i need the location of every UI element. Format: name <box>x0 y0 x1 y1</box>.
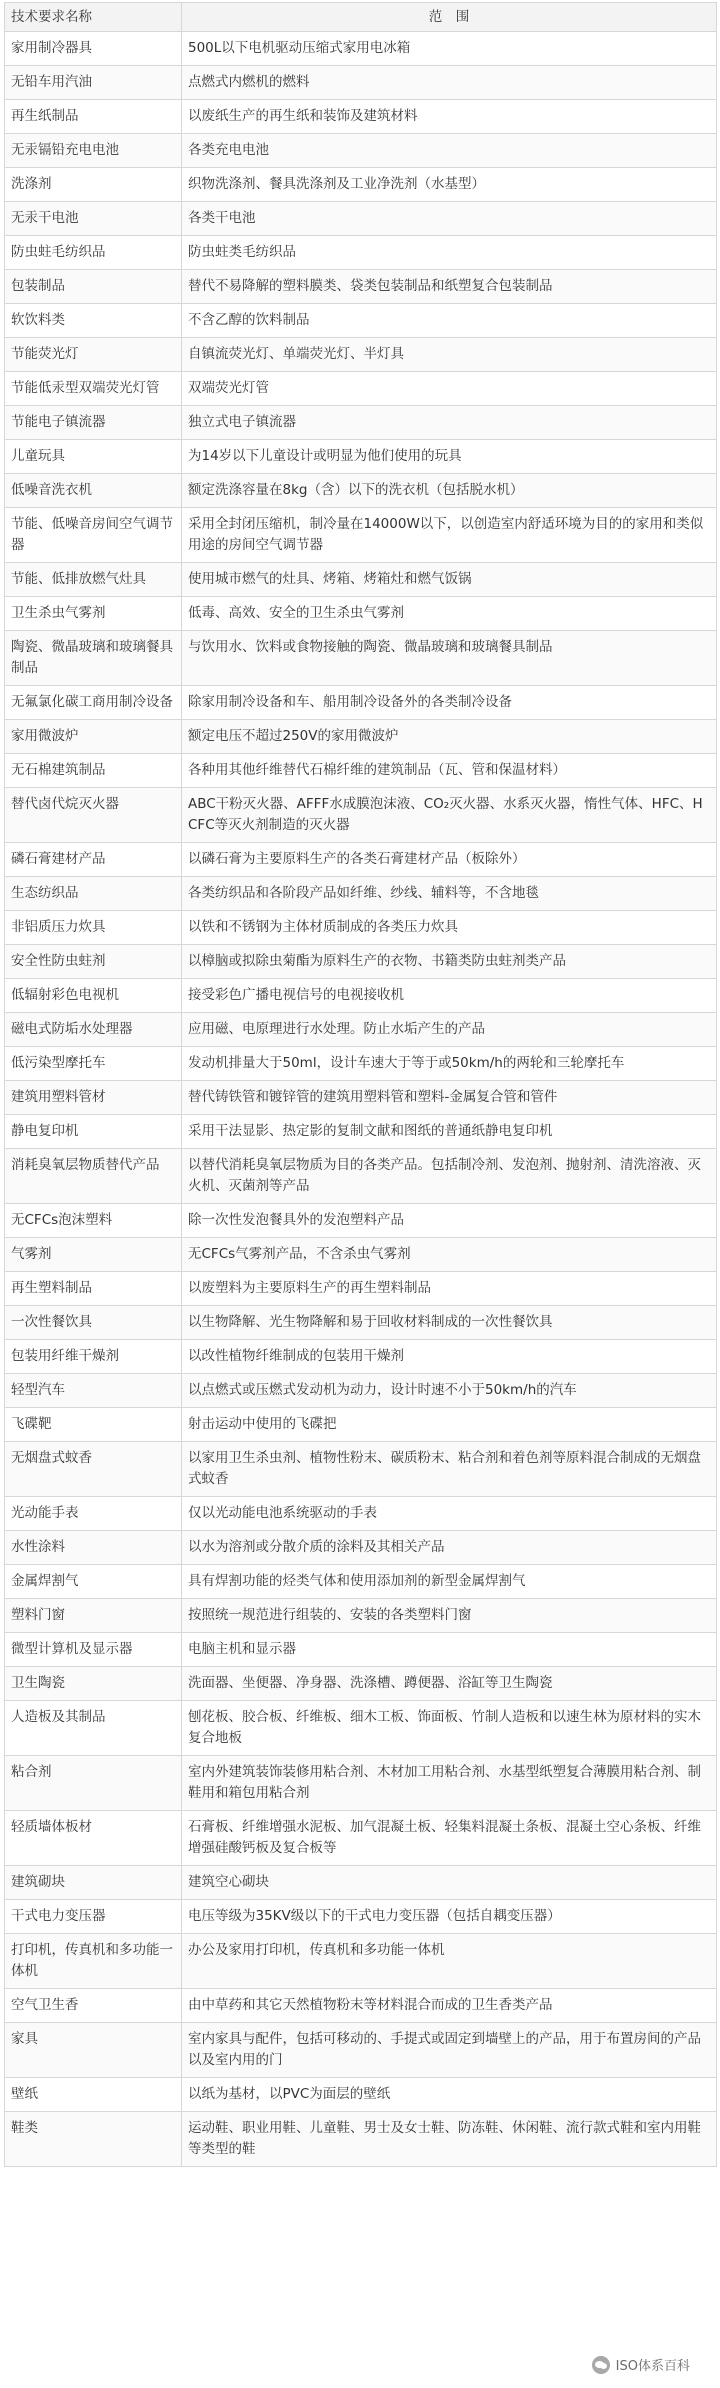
row-scope: 替代铸铁管和镀锌管的建筑用塑料管和塑料-金属复合管和管件 <box>182 1081 717 1115</box>
row-name: 磷石膏建材产品 <box>5 843 182 877</box>
row-scope: 建筑空心砌块 <box>182 1866 717 1900</box>
table-row <box>5 2112 717 2167</box>
row-name: 低污染型摩托车 <box>5 1047 182 1081</box>
table-row <box>5 1989 717 2023</box>
row-name: 节能、低排放燃气灶具 <box>5 563 182 597</box>
table-row <box>5 1340 717 1374</box>
row-scope: 使用城市燃气的灶具、烤箱、烤箱灶和燃气饭锅 <box>182 563 717 597</box>
row-name: 非铝质压力炊具 <box>5 911 182 945</box>
table-row <box>5 202 717 236</box>
row-name: 光动能手表 <box>5 1497 182 1531</box>
row-name: 再生纸制品 <box>5 100 182 134</box>
table-row <box>5 440 717 474</box>
table-row <box>5 1115 717 1149</box>
row-name: 低辐射彩色电视机 <box>5 979 182 1013</box>
row-name: 无铅车用汽油 <box>5 66 182 100</box>
table-row <box>5 406 717 440</box>
row-scope: 以废塑料为主要原料生产的再生塑料制品 <box>182 1272 717 1306</box>
table-row <box>5 1756 717 1811</box>
row-name: 磁电式防垢水处理器 <box>5 1013 182 1047</box>
row-scope: 双端荧光灯管 <box>182 372 717 406</box>
table-row <box>5 372 717 406</box>
row-name: 空气卫生香 <box>5 1989 182 2023</box>
row-name: 替代卤代烷灭火器 <box>5 788 182 843</box>
table-row <box>5 754 717 788</box>
row-scope: 各类干电池 <box>182 202 717 236</box>
row-name: 儿童玩具 <box>5 440 182 474</box>
row-name: 无烟盘式蚊香 <box>5 1442 182 1497</box>
row-name: 打印机，传真机和多功能一体机 <box>5 1934 182 1989</box>
table-row <box>5 979 717 1013</box>
row-scope: 额定洗涤容量在8kg（含）以下的洗衣机（包括脱水机） <box>182 474 717 508</box>
row-scope: 具有焊割功能的烃类气体和使用添加剂的新型金属焊割气 <box>182 1565 717 1599</box>
table-row <box>5 1047 717 1081</box>
row-scope: 室内家具与配件，包括可移动的、手提式或固定到墙壁上的产品，用于布置房间的产品以及室内用的门 <box>182 2023 717 2078</box>
table-row <box>5 100 717 134</box>
row-scope: 电压等级为35KV级以下的干式电力变压器（包括自耦变压器） <box>182 1900 717 1934</box>
row-scope: 点燃式内燃机的燃料 <box>182 66 717 100</box>
row-name: 气雾剂 <box>5 1238 182 1272</box>
wechat-icon <box>592 2356 610 2374</box>
row-name: 家具 <box>5 2023 182 2078</box>
row-scope: 低毒、高效、安全的卫生杀虫气雾剂 <box>182 597 717 631</box>
table-row <box>5 66 717 100</box>
row-scope: 采用干法显影、热定影的复制文献和图纸的普通纸静电复印机 <box>182 1115 717 1149</box>
table-row <box>5 1238 717 1272</box>
table-row <box>5 911 717 945</box>
table-row <box>5 1701 717 1756</box>
header-scope: 范 围 <box>182 3 717 32</box>
table-row <box>5 1900 717 1934</box>
row-name: 防虫蛀毛纺织品 <box>5 236 182 270</box>
row-scope: 各类充电电池 <box>182 134 717 168</box>
table-row <box>5 1667 717 1701</box>
table-row <box>5 1013 717 1047</box>
table-row <box>5 1811 717 1866</box>
table-row <box>5 1599 717 1633</box>
table-row <box>5 2023 717 2078</box>
row-name: 水性涂料 <box>5 1531 182 1565</box>
table-row <box>5 304 717 338</box>
row-scope: ABC干粉灭火器、AFFF水成膜泡沫液、CO₂灭火器、水系灭火器，惰性气体、HFC、HCFC等灭火剂制造的灭火器 <box>182 788 717 843</box>
row-name: 轻型汽车 <box>5 1374 182 1408</box>
watermark-text: ISO体系百科 <box>615 2359 690 2374</box>
row-scope: 防虫蛀类毛纺织品 <box>182 236 717 270</box>
row-name: 节能电子镇流器 <box>5 406 182 440</box>
row-scope: 各种用其他纤维替代石棉纤维的建筑制品（瓦、管和保温材料） <box>182 754 717 788</box>
row-name: 无CFCs泡沫塑料 <box>5 1204 182 1238</box>
row-name: 壁纸 <box>5 2078 182 2112</box>
row-scope: 接受彩色广播电视信号的电视接收机 <box>182 979 717 1013</box>
row-scope: 以废纸生产的再生纸和装饰及建筑材料 <box>182 100 717 134</box>
row-scope: 替代不易降解的塑料膜类、袋类包装制品和纸塑复合包装制品 <box>182 270 717 304</box>
table-row <box>5 945 717 979</box>
row-scope: 以纸为基材，以PVC为面层的壁纸 <box>182 2078 717 2112</box>
table-row <box>5 843 717 877</box>
table-row <box>5 1408 717 1442</box>
row-scope: 刨花板、胶合板、纤维板、细木工板、饰面板、竹制人造板和以速生林为原材料的实木复合地板 <box>182 1701 717 1756</box>
row-scope: 自镇流荧光灯、单端荧光灯、半灯具 <box>182 338 717 372</box>
row-name: 粘合剂 <box>5 1756 182 1811</box>
table-row <box>5 788 717 843</box>
row-name: 家用制冷器具 <box>5 32 182 66</box>
row-scope: 运动鞋、职业用鞋、儿童鞋、男士及女士鞋、防冻鞋、休闲鞋、流行款式鞋和室内用鞋等类型的鞋 <box>182 2112 717 2167</box>
row-scope: 办公及家用打印机，传真机和多功能一体机 <box>182 1934 717 1989</box>
row-name: 静电复印机 <box>5 1115 182 1149</box>
table-body <box>5 32 717 2167</box>
row-scope: 以点燃式或压燃式发动机为动力，设计时速不小于50km/h的汽车 <box>182 1374 717 1408</box>
row-scope: 石膏板、纤维增强水泥板、加气混凝土板、轻集料混凝土条板、混凝土空心条板、纤维增强硅酸钙板及复合板等 <box>182 1811 717 1866</box>
row-scope: 无CFCs气雾剂产品，不含杀虫气雾剂 <box>182 1238 717 1272</box>
row-name: 软饮料类 <box>5 304 182 338</box>
table-row <box>5 1204 717 1238</box>
row-name: 无石棉建筑制品 <box>5 754 182 788</box>
table-row <box>5 134 717 168</box>
row-scope: 与饮用水、饮料或食物接触的陶瓷、微晶玻璃和玻璃餐具制品 <box>182 631 717 686</box>
row-scope: 为14岁以下儿童设计或明显为他们使用的玩具 <box>182 440 717 474</box>
row-scope: 按照统一规范进行组装的、安装的各类塑料门窗 <box>182 1599 717 1633</box>
table-row <box>5 474 717 508</box>
row-scope: 由中草药和其它天然植物粉末等材料混合而成的卫生香类产品 <box>182 1989 717 2023</box>
row-scope: 仅以光动能电池系统驱动的手表 <box>182 1497 717 1531</box>
table-row <box>5 686 717 720</box>
row-name: 生态纺织品 <box>5 877 182 911</box>
table-header-row <box>5 3 717 32</box>
row-name: 陶瓷、微晶玻璃和玻璃餐具制品 <box>5 631 182 686</box>
row-name: 洗涤剂 <box>5 168 182 202</box>
table-row <box>5 1565 717 1599</box>
row-scope: 应用磁、电原理进行水处理。防止水垢产生的产品 <box>182 1013 717 1047</box>
row-scope: 除家用制冷设备和车、船用制冷设备外的各类制冷设备 <box>182 686 717 720</box>
row-name: 安全性防虫蛀剂 <box>5 945 182 979</box>
table-row <box>5 1934 717 1989</box>
table-row <box>5 270 717 304</box>
table-row <box>5 720 717 754</box>
table-row <box>5 508 717 563</box>
table-row <box>5 1497 717 1531</box>
table-row <box>5 168 717 202</box>
table-row <box>5 1531 717 1565</box>
row-name: 节能荧光灯 <box>5 338 182 372</box>
row-name: 再生塑料制品 <box>5 1272 182 1306</box>
table-row <box>5 1081 717 1115</box>
row-name: 塑料门窗 <box>5 1599 182 1633</box>
row-name: 一次性餐饮具 <box>5 1306 182 1340</box>
table-row <box>5 597 717 631</box>
table-row <box>5 32 717 66</box>
row-name: 无汞干电池 <box>5 202 182 236</box>
row-name: 节能、低噪音房间空气调节器 <box>5 508 182 563</box>
row-name: 鞋类 <box>5 2112 182 2167</box>
table-row <box>5 877 717 911</box>
row-scope: 采用全封闭压缩机，制冷量在14000W以下，以创造室内舒适环境为目的的家用和类似用途的房间空气调节器 <box>182 508 717 563</box>
row-scope: 发动机排量大于50ml，设计车速大于等于或50km/h的两轮和三轮摩托车 <box>182 1047 717 1081</box>
table-row <box>5 1633 717 1667</box>
row-scope: 各类纺织品和各阶段产品如纤维、纱线、辅料等，不含地毯 <box>182 877 717 911</box>
row-name: 飞碟靶 <box>5 1408 182 1442</box>
row-name: 金属焊割气 <box>5 1565 182 1599</box>
row-name: 无汞镉铅充电电池 <box>5 134 182 168</box>
row-name: 包装制品 <box>5 270 182 304</box>
table-row <box>5 1442 717 1497</box>
row-scope: 以生物降解、光生物降解和易于回收材料制成的一次性餐饮具 <box>182 1306 717 1340</box>
row-name: 卫生杀虫气雾剂 <box>5 597 182 631</box>
row-scope: 织物洗涤剂、餐具洗涤剂及工业净洗剂（水基型） <box>182 168 717 202</box>
row-name: 家用微波炉 <box>5 720 182 754</box>
row-name: 节能低汞型双端荧光灯管 <box>5 372 182 406</box>
row-name: 轻质墙体板材 <box>5 1811 182 1866</box>
row-scope: 室内外建筑装饰装修用粘合剂、木材加工用粘合剂、水基型纸塑复合薄膜用粘合剂、制鞋用和箱包用粘合剂 <box>182 1756 717 1811</box>
row-name: 卫生陶瓷 <box>5 1667 182 1701</box>
row-name: 低噪音洗衣机 <box>5 474 182 508</box>
table-row <box>5 1149 717 1204</box>
row-name: 人造板及其制品 <box>5 1701 182 1756</box>
watermark <box>588 2353 694 2376</box>
row-name: 建筑用塑料管材 <box>5 1081 182 1115</box>
row-scope: 以替代消耗臭氧层物质为目的各类产品。包括制冷剂、发泡剂、抛射剂、清洗溶液、灭火机、灭菌剂等产品 <box>182 1149 717 1204</box>
table-row <box>5 1272 717 1306</box>
table-row <box>5 1306 717 1340</box>
table-row <box>5 631 717 686</box>
row-scope: 以家用卫生杀虫剂、植物性粉末、碳质粉末、粘合剂和着色剂等原料混合制成的无烟盘式蚊香 <box>182 1442 717 1497</box>
row-scope: 以改性植物纤维制成的包装用干燥剂 <box>182 1340 717 1374</box>
row-name: 建筑砌块 <box>5 1866 182 1900</box>
row-scope: 以水为溶剂或分散介质的涂料及其相关产品 <box>182 1531 717 1565</box>
row-scope: 除一次性发泡餐具外的发泡塑料产品 <box>182 1204 717 1238</box>
table-row <box>5 2078 717 2112</box>
row-name: 微型计算机及显示器 <box>5 1633 182 1667</box>
table-row <box>5 563 717 597</box>
row-name: 干式电力变压器 <box>5 1900 182 1934</box>
row-name: 无氟氯化碳工商用制冷设备 <box>5 686 182 720</box>
header-name: 技术要求名称 <box>5 3 182 32</box>
table-row <box>5 338 717 372</box>
table-row <box>5 1866 717 1900</box>
green-product-spec-table <box>4 2 717 2167</box>
row-scope: 额定电压不超过250V的家用微波炉 <box>182 720 717 754</box>
row-name: 消耗臭氧层物质替代产品 <box>5 1149 182 1204</box>
row-scope: 500L以下电机驱动压缩式家用电冰箱 <box>182 32 717 66</box>
row-scope: 独立式电子镇流器 <box>182 406 717 440</box>
row-scope: 洗面器、坐便器、净身器、洗涤槽、蹲便器、浴缸等卫生陶瓷 <box>182 1667 717 1701</box>
row-scope: 以磷石膏为主要原料生产的各类石膏建材产品（板除外） <box>182 843 717 877</box>
row-scope: 以铁和不锈钢为主体材质制成的各类压力炊具 <box>182 911 717 945</box>
row-scope: 射击运动中使用的飞碟把 <box>182 1408 717 1442</box>
row-scope: 不含乙醇的饮料制品 <box>182 304 717 338</box>
row-scope: 电脑主机和显示器 <box>182 1633 717 1667</box>
table-row <box>5 236 717 270</box>
row-name: 包装用纤维干燥剂 <box>5 1340 182 1374</box>
table-row <box>5 1374 717 1408</box>
row-scope: 以樟脑或拟除虫菊酯为原料生产的衣物、书籍类防虫蛀剂类产品 <box>182 945 717 979</box>
